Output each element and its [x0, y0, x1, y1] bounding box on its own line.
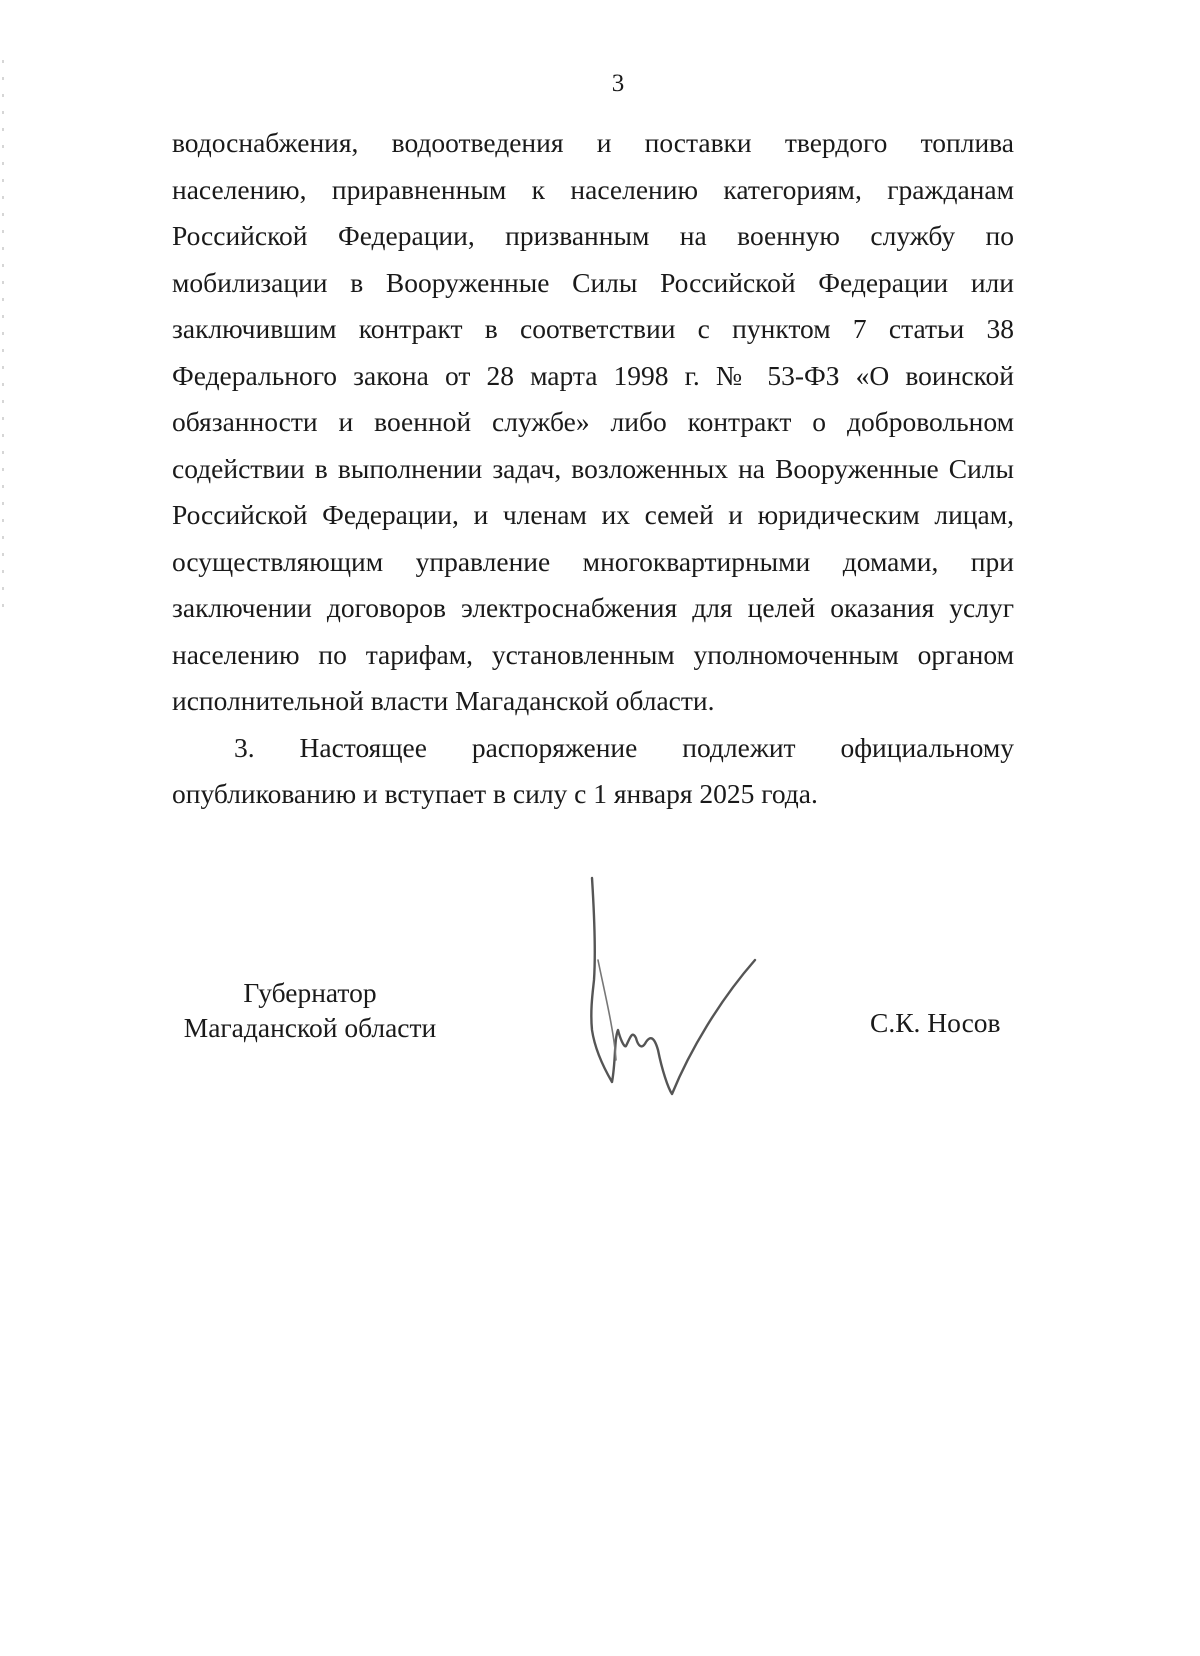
paragraph-3: 3. Настоящее распоряжение подлежит официальному опубликованию и вступает в силу с 1 января 2025 года.: [172, 731, 1014, 809]
page-number: 3: [611, 70, 625, 97]
paragraph-continued: водоснабжения, водоотведения и поставки твердого топлива населению, приравненным к населению категориям, гражданам Российской Федерации, призванным на военную службу по мобилизации в Вооруженные Силы Российской Федерации или заключившим контракт в соответствии с пунктом 7 статьи 38 Федерального закона от 28 марта 1998 г. № 53-ФЗ «О воинской обязанности и военной службе» либо контракт о добровольном содействии в выполнении задач, возложенных на Вооруженные Силы Российской Федерации, и членам их семей и юридическим лицам, осуществляющим управление многоквартирными домами, при заключении договоров электроснабжения для целей оказания услуг населению по тарифам, установленным уполномоченным органом исполнительной власти Магаданской области.: [172, 127, 1014, 716]
signatory-name: С.К. Носов: [870, 1007, 1001, 1038]
signatory-position-line2: Магаданской области: [183, 1012, 437, 1043]
document-body: [172, 120, 1014, 818]
signatory-position-line1: Губернатор: [243, 977, 377, 1008]
